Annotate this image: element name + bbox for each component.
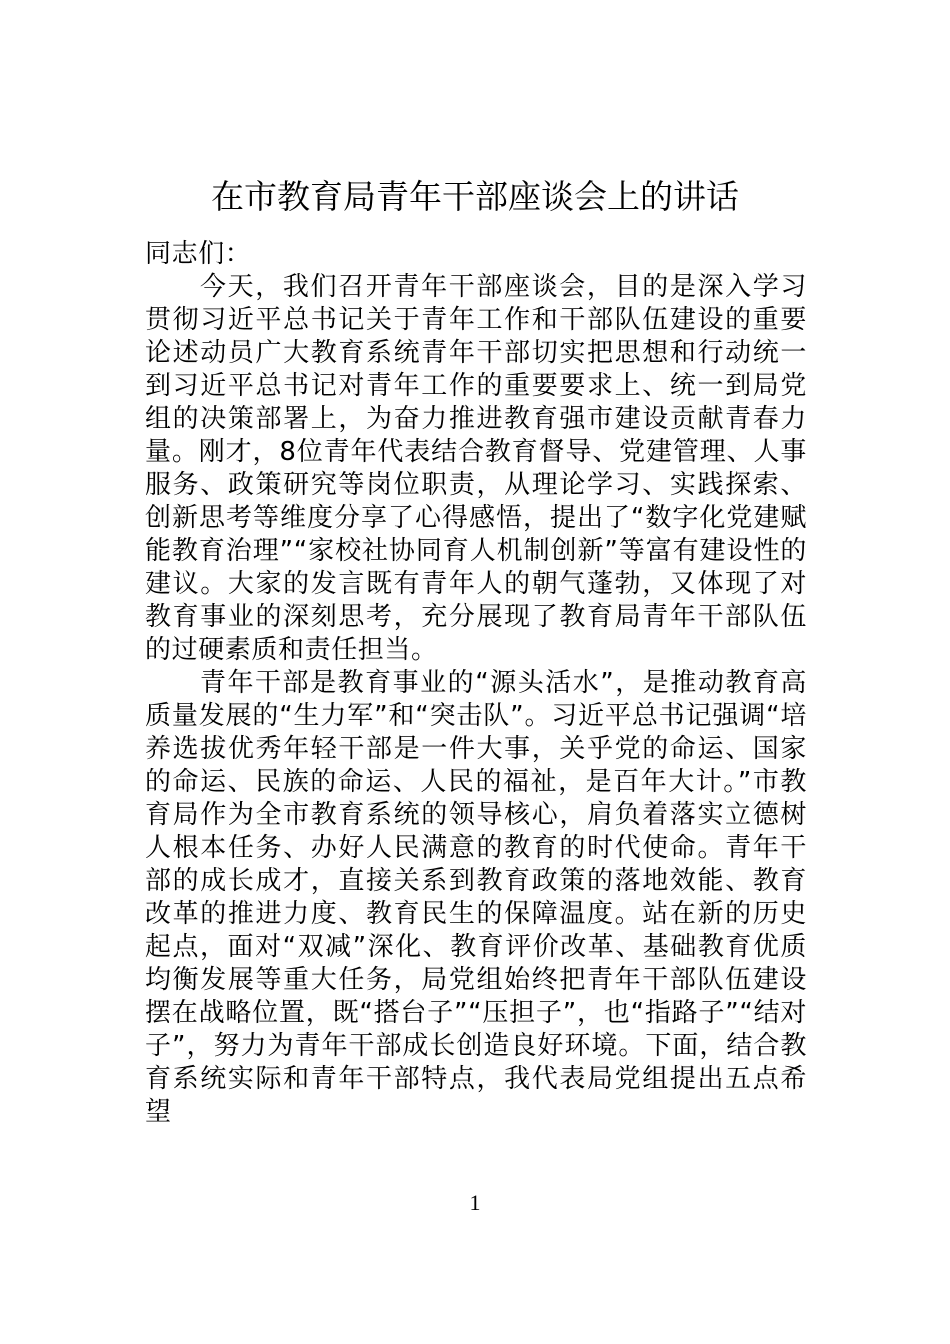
paragraph-1: 今天，我们召开青年干部座谈会，目的是深入学习贯彻习近平总书记关于青年工作和干部队伍建设的重要论述动员广大教育系统青年干部切实把思想和行动统一到习近平总书记对青年工作的重要要求上、统一到局党组的决策部署上，为奋力推进教育强市建设贡献青春力量。刚才，8位青年代表结合教育督导、党建管理、人事服务、政策研究等岗位职责，从理论学习、实践探索、创新思考等维度分享了心得感悟，提出了“数字化党建赋能教育治理”“家校社协同育人机制创新”等富有建设性的建议。大家的发言既有青年人的朝气蓬勃，又体现了对教育事业的深刻思考，充分展现了教育局青年干部队伍的过硬素质和责任担当。: [145, 272, 807, 665]
document-body: [145, 238, 807, 1129]
document-title: 在市教育局青年干部座谈会上的讲话: [211, 177, 739, 216]
paragraph-2: 青年干部是教育事业的“源头活水”，是推动教育高质量发展的“生力军”和“突击队”。习近平总书记强调“培养选拔优秀年轻干部是一件大事，关乎党的命运、国家的命运、民族的命运、人民的福祉，是百年大计。”市教育局作为全市教育系统的领导核心，肩负着落实立德树人根本任务、办好人民满意的教育的时代使命。青年干部的成长成才，直接关系到教育政策的落地效能、教育改革的推进力度、教育民生的保障温度。站在新的历史起点，面对“双减”深化、教育评价改革、基础教育优质均衡发展等重大任务，局党组始终把青年干部队伍建设摆在战略位置，既“搭台子”“压担子”，也“指路子”“结对子”，努力为青年干部成长创造良好环境。下面，结合教育系统实际和青年干部特点，我代表局党组提出五点希望: [145, 668, 807, 1127]
page-number: 1: [469, 1190, 481, 1215]
salutation: 同志们：: [145, 239, 252, 269]
